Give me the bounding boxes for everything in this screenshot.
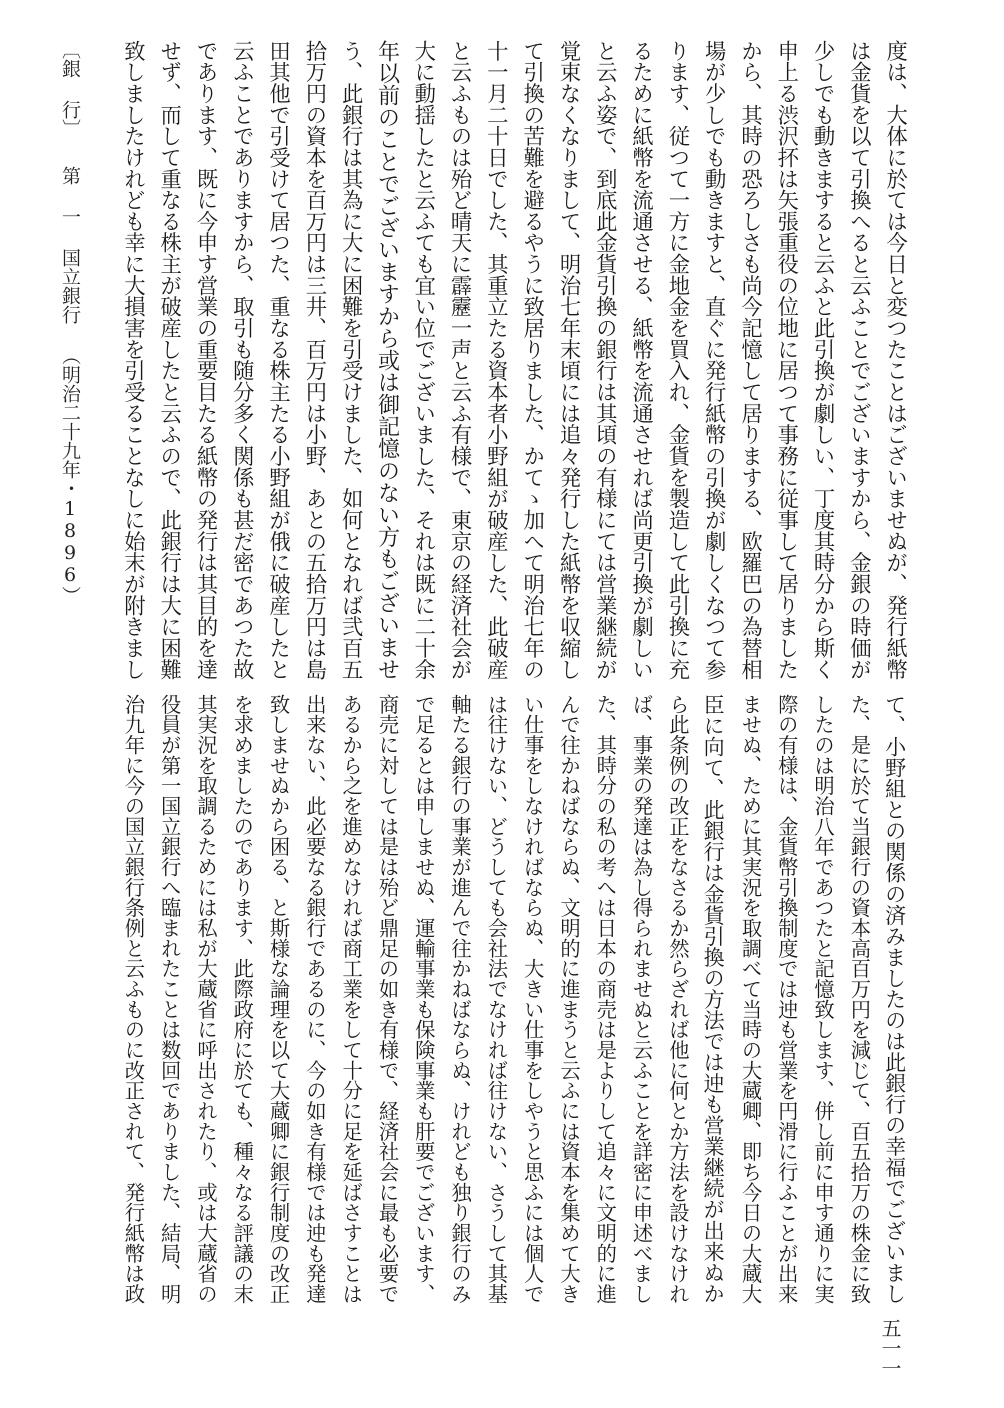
lower-text-column: を求めましたのであります、此際政府に於ても、種々なる評議の末 (230, 694, 255, 1304)
upper-text-column: 致しましたけれども幸に大損害を引受ることなしに始末が附きまし (120, 40, 146, 680)
lower-text-column: したのは明治八年であつたと記憶致します、併し前に申す通りに実 (811, 694, 836, 1304)
lower-text-column: ませぬ、ために其実況を取調べて当時の大蔵卿、即ち今日の大蔵大 (738, 694, 763, 1304)
lower-text-column: 治九年に今の国立銀行条例と云ふものに改正されて、発行紙幣は政 (121, 694, 146, 1304)
upper-text-column: 十一月二十日でした、其重立たる資本者小野組が破産した、此破産 (483, 40, 509, 680)
lower-text-column: 臣に向て、此銀行は金貨引換の方法では迚も営業継続が出来ぬか (701, 694, 727, 1304)
lower-text-column: んで往かねばならぬ、文明的に進まうと云ふには資本を集めて大き (557, 694, 581, 1304)
upper-text-column: と云ふものは殆ど晴天に霹靂一声と云ふ有様で、東京の経済社会が (447, 40, 473, 680)
lower-text-column: 其実況を取調るためには私が大蔵省に呼出されたり、或は大蔵省の (194, 694, 218, 1304)
running-head-era: （明治二十九年・1896） (59, 346, 81, 605)
upper-text-column: 覚束なくなりまして、明治七年末頃には追々発行した紙幣を収縮し (556, 40, 581, 680)
upper-text-column: 年以前のことでございますから或は御記憶のない方もございませ (374, 40, 400, 681)
lower-text-column: あるから之を進めなければ商工業をして十分に足を延ばさすことは (339, 694, 364, 1304)
upper-text-column: と云ふ姿で、到底此金貨引換の銀行は其頃の有様にては営業継続が (592, 40, 618, 680)
running-head-bank: 第 一 国立銀行 (59, 166, 81, 324)
lower-text-column: た、是に於て当銀行の資本高百万円を減じて、百五拾万の株金に致 (847, 694, 872, 1304)
upper-text-column: う、此銀行は其為に大に困難を引受けました、如何となれば弐百五 (338, 40, 364, 680)
upper-text-column: 田其他で引受けて居つた、重なる株主たる小野組が俄に破産したと (265, 40, 291, 680)
upper-text-column: から、其時の恐ろしさも尚今記憶して居りまする、欧羅巴の為替相 (737, 40, 763, 680)
upper-text-column: 度は、大体に於ては今日と変つたことはございませぬが、発行紙幣 (882, 40, 908, 680)
upper-text-column: 拾万円の資本を百万円は三井、百万円は小野、あとの五拾万円は島 (301, 40, 327, 680)
lower-text-column: ば、事業の発達は為し得られませぬと云ふことを詳密に申述べまし (629, 694, 654, 1304)
lower-text-column: た、其時分の私の考へは日本の商売は是よりして追々に文明的に進 (593, 694, 618, 1304)
upper-text-column: 場が少しでも動きますと、直ぐに発行紙幣の引換が劇しくなつて参 (701, 40, 727, 680)
upper-text-column: るために紙幣を流通させる、紙幣を流通させれば尚更引換が劇しい (628, 40, 654, 680)
lower-text-column: 軸たる銀行の事業が進んで往かねばならぬ、けれども独り銀行のみ (448, 694, 473, 1304)
upper-text-column: 申上る渋沢抔は矢張重役の位地に居つて事務に従事して居りました (773, 40, 799, 680)
upper-text-column: であります、既に今申す営業の重要目たる紙幣の発行は其目的を達 (193, 40, 218, 680)
lower-text-column: て、小野組との関係の済みましたのは此銀行の幸福でございまし (882, 694, 908, 1304)
running-head-section: 〔銀 行〕 (59, 40, 81, 138)
lower-text-column: い仕事をしなければならぬ、大きい仕事をしやうと思ふには個人で (520, 694, 545, 1304)
lower-text-column: 致しませぬから困る、と斯様な論理を以て大蔵卿に銀行制度の改正 (266, 694, 291, 1304)
lower-text-column: 商売に対しては是は殆ど鼎足の如き有様で、経済社会に最も必要で (375, 694, 400, 1304)
lower-text-column: は往けない、どうしても会社法でなければ往けない、さうして其基 (484, 694, 509, 1304)
upper-text-column: は金貨を以て引換へると云ふことでございますから、金銀の時価が (846, 40, 872, 680)
lower-text-column: 出来ない、此必要なる銀行であるのに、今の如き有様では迚も発達 (302, 694, 327, 1304)
upper-text-column: て引換の苦難を避るやうに致居りました、かてゝ加へて明治七年の (519, 40, 545, 680)
upper-text-column: せず、而して重なる株主が破産したと云ふので、此銀行は大に困難 (156, 40, 182, 680)
upper-text-column: 大に動揺したと云ふても宜い位でございました、それは既に二十余 (410, 40, 436, 680)
lower-text-column: で足るとは申しませぬ、運輸事業も保険事業も肝要でございます、 (411, 694, 436, 1304)
upper-text-column: ります、従つて一方に金地金を買入れ、金貨を製造して此引換に充 (664, 40, 690, 680)
lower-text-column: ら此条例の改正をなさるか然らざれば他に何とか方法を設けなけれ (665, 694, 690, 1304)
page-number: 五一一 (878, 1318, 902, 1378)
upper-text-column: 少しでも動きますると云ふと此引換が劇しい、丁度其時分から斯く (810, 40, 836, 680)
running-head (60, 40, 79, 605)
lower-text-column: 際の有様は、金貨幣引換制度では迚も営業を円滑に行ふことが出来 (774, 694, 799, 1304)
upper-text-column: 云ふことでありますから、取引も随分多く関係も甚だ密であつた故 (229, 40, 255, 680)
lower-text-column: 役員が第一国立銀行へ臨まれたことは数回でありました、結局、明 (157, 694, 182, 1304)
